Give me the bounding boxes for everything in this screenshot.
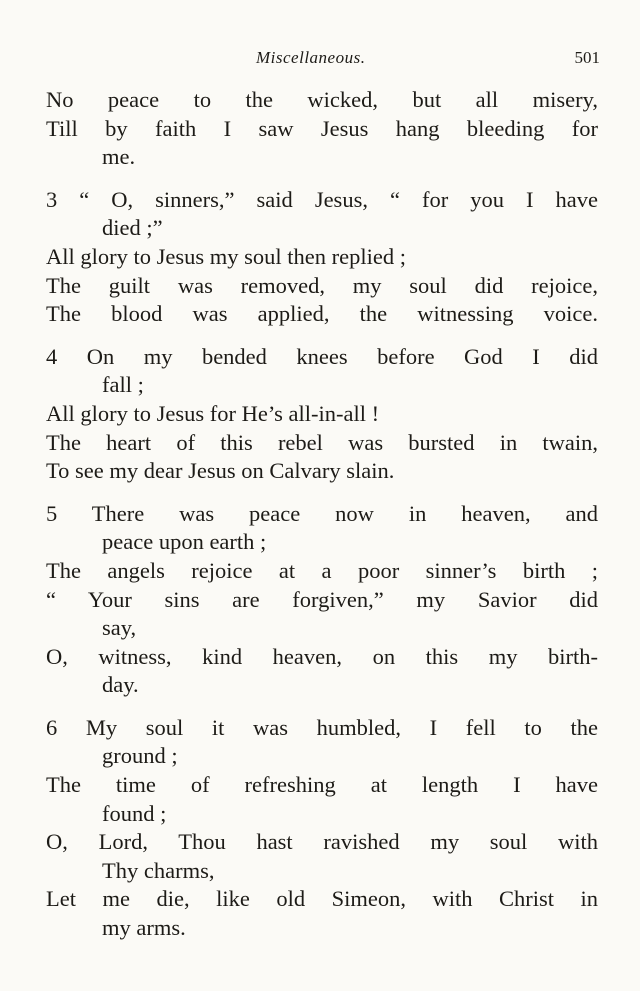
verse-3 xyxy=(46,186,598,329)
verse-line: 4 On my bended knees before God I did xyxy=(46,343,598,369)
section-title: Miscellaneous. xyxy=(256,48,366,67)
verse-6 xyxy=(46,714,598,943)
verse-line: To see my dear Jesus on Calvary slain. xyxy=(46,458,395,484)
verse-line-continuation: me. xyxy=(102,144,136,170)
verse-line: 5 There was peace now in heaven, and xyxy=(46,500,598,526)
verse-line: 6 My soul it was humbled, I fell to the xyxy=(46,714,598,740)
verse-line: The heart of this rebel was bursted in twain, xyxy=(46,429,598,455)
verse-line: The time of refreshing at length I have xyxy=(46,772,598,798)
verse-line: All glory to Jesus my soul then replied ; xyxy=(46,243,406,269)
verse-continuation xyxy=(46,86,598,172)
verse-line-continuation: say, xyxy=(102,615,137,641)
verse-line-continuation: Thy charms, xyxy=(102,857,215,883)
verse-line: The guilt was removed, my soul did rejoice, xyxy=(46,272,598,298)
verse-line: Let me die, like old Simeon, with Christ in xyxy=(46,886,598,912)
verse-line: No peace to the wicked, but all misery, xyxy=(46,87,598,112)
verse-line: The blood was applied, the witnessing voice. xyxy=(46,301,598,327)
verse-line-continuation: my arms. xyxy=(102,915,186,941)
verse-line-continuation: ground ; xyxy=(102,743,178,769)
verse-line: O, witness, kind heaven, on this my birth- xyxy=(46,643,598,669)
verse-line: 3 “ O, sinners,” said Jesus, “ for you I have xyxy=(46,186,598,212)
hymn-verses xyxy=(46,86,598,957)
verse-4 xyxy=(46,343,598,486)
verse-line-continuation: fall ; xyxy=(102,372,144,398)
page-number: 501 xyxy=(574,48,600,67)
verse-line: The angels rejoice at a poor sinner’s birth ; xyxy=(46,557,598,583)
verse-line-continuation: day. xyxy=(102,672,139,698)
verse-line: All glory to Jesus for He’s all-in-all ! xyxy=(46,400,380,426)
verse-5 xyxy=(46,500,598,700)
verse-line: “ Your sins are forgiven,” my Savior did xyxy=(46,586,598,612)
verse-line: O, Lord, Thou hast ravished my soul with xyxy=(46,829,598,855)
verse-line-continuation: found ; xyxy=(102,800,167,826)
verse-line: Till by faith I saw Jesus hang bleeding for xyxy=(46,115,598,141)
verse-line-continuation: died ;” xyxy=(102,215,163,241)
verse-line-continuation: peace upon earth ; xyxy=(102,529,267,555)
page-header xyxy=(0,48,640,74)
